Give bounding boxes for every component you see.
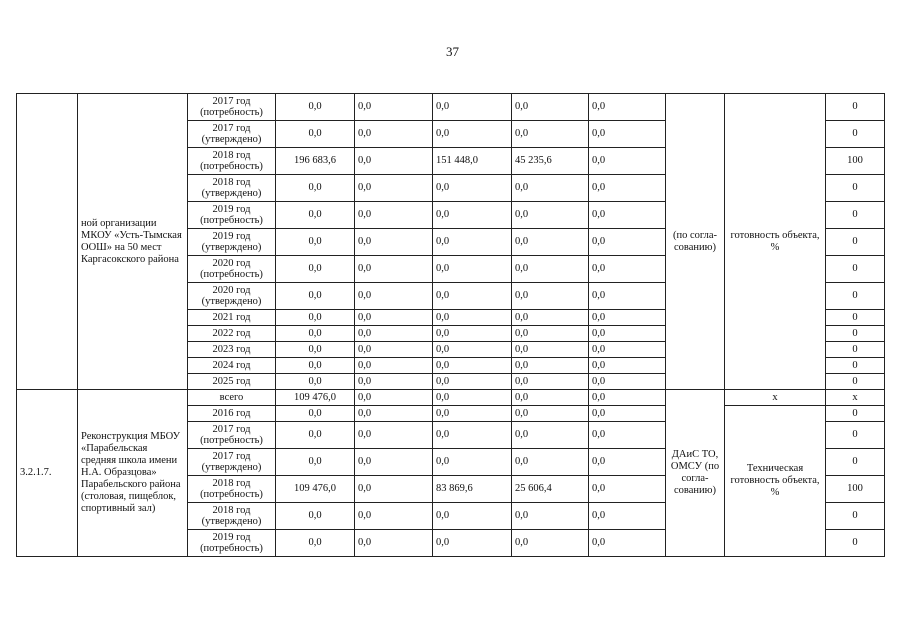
value-total: 0,0 (276, 449, 355, 476)
value-local: 0,0 (512, 503, 589, 530)
value-regional: 0,0 (433, 530, 512, 557)
period-cell: 2018 год (потребность) (188, 476, 276, 503)
table-row (17, 390, 885, 406)
value-federal: 0,0 (355, 202, 433, 229)
value-federal: 0,0 (355, 390, 433, 406)
indicator-value: 0 (826, 358, 885, 374)
indicator-value: 0 (826, 503, 885, 530)
value-regional: 83 869,6 (433, 476, 512, 503)
period-cell: всего (188, 390, 276, 406)
value-regional: 0,0 (433, 503, 512, 530)
period-cell: 2024 год (188, 358, 276, 374)
value-other: 0,0 (589, 175, 666, 202)
value-other: 0,0 (589, 310, 666, 326)
period-cell: 2017 год (утверждено) (188, 449, 276, 476)
value-total: 0,0 (276, 503, 355, 530)
value-federal: 0,0 (355, 148, 433, 175)
period-cell: 2021 год (188, 310, 276, 326)
value-other: 0,0 (589, 283, 666, 310)
value-total: 0,0 (276, 256, 355, 283)
value-federal: 0,0 (355, 503, 433, 530)
value-local: 0,0 (512, 229, 589, 256)
value-total: 0,0 (276, 422, 355, 449)
value-local: 0,0 (512, 175, 589, 202)
value-regional: 0,0 (433, 422, 512, 449)
value-regional: 0,0 (433, 326, 512, 342)
value-other: 0,0 (589, 121, 666, 148)
value-other: 0,0 (589, 503, 666, 530)
value-local: 0,0 (512, 94, 589, 121)
value-federal: 0,0 (355, 283, 433, 310)
value-federal: 0,0 (355, 530, 433, 557)
value-total: 0,0 (276, 374, 355, 390)
value-federal: 0,0 (355, 342, 433, 358)
page-number: 37 (446, 44, 459, 59)
value-other: 0,0 (589, 358, 666, 374)
value-regional: 0,0 (433, 449, 512, 476)
value-local: 0,0 (512, 390, 589, 406)
value-other: 0,0 (589, 422, 666, 449)
indicator-name: Техническая готовность объекта, % (725, 406, 826, 557)
indicator-value: 0 (826, 374, 885, 390)
indicator-value: 0 (826, 310, 885, 326)
value-total: 0,0 (276, 175, 355, 202)
value-local: 25 606,4 (512, 476, 589, 503)
value-local: 0,0 (512, 406, 589, 422)
indicator-value: 0 (826, 283, 885, 310)
value-federal: 0,0 (355, 310, 433, 326)
table-row (17, 94, 885, 121)
indicator-value: 0 (826, 94, 885, 121)
row-code: 3.2.1.7. (17, 390, 78, 557)
value-total: 0,0 (276, 530, 355, 557)
responsible-executor: ДАиС ТО, ОМСУ (по согла-сованию) (666, 390, 725, 557)
value-other: 0,0 (589, 449, 666, 476)
value-other: 0,0 (589, 390, 666, 406)
value-other: 0,0 (589, 530, 666, 557)
indicator-name: готовность объекта, % (725, 94, 826, 390)
value-regional: 0,0 (433, 342, 512, 358)
value-regional: 151 448,0 (433, 148, 512, 175)
value-federal: 0,0 (355, 326, 433, 342)
value-regional: 0,0 (433, 358, 512, 374)
period-cell: 2020 год (потребность) (188, 256, 276, 283)
indicator-value: 0 (826, 406, 885, 422)
section-parabel-school (17, 390, 885, 557)
value-regional: 0,0 (433, 390, 512, 406)
section-ust-tym-school (17, 94, 885, 390)
indicator-value: х (826, 390, 885, 406)
period-cell: 2018 год (утверждено) (188, 503, 276, 530)
value-local: 0,0 (512, 358, 589, 374)
value-other: 0,0 (589, 148, 666, 175)
indicator-total: х (725, 390, 826, 406)
period-cell: 2025 год (188, 374, 276, 390)
period-cell: 2023 год (188, 342, 276, 358)
period-cell: 2019 год (потребность) (188, 202, 276, 229)
value-total: 0,0 (276, 202, 355, 229)
value-other: 0,0 (589, 326, 666, 342)
period-cell: 2020 год (утверждено) (188, 283, 276, 310)
value-total: 109 476,0 (276, 476, 355, 503)
period-cell: 2022 год (188, 326, 276, 342)
value-other: 0,0 (589, 256, 666, 283)
period-cell: 2019 год (потребность) (188, 530, 276, 557)
value-local: 45 235,6 (512, 148, 589, 175)
value-federal: 0,0 (355, 406, 433, 422)
value-other: 0,0 (589, 406, 666, 422)
responsible-executor: (по согла-сованию) (666, 94, 725, 390)
measure-name: ной организации МКОУ «Усть-Тымская ООШ» на 50 мест Каргасокского района (78, 94, 188, 390)
value-local: 0,0 (512, 121, 589, 148)
program-table (16, 93, 885, 557)
row-code (17, 94, 78, 390)
value-regional: 0,0 (433, 310, 512, 326)
value-regional: 0,0 (433, 175, 512, 202)
value-federal: 0,0 (355, 374, 433, 390)
value-federal: 0,0 (355, 358, 433, 374)
value-federal: 0,0 (355, 256, 433, 283)
indicator-value: 0 (826, 530, 885, 557)
value-other: 0,0 (589, 342, 666, 358)
value-federal: 0,0 (355, 121, 433, 148)
value-federal: 0,0 (355, 94, 433, 121)
period-cell: 2018 год (потребность) (188, 148, 276, 175)
indicator-value: 0 (826, 175, 885, 202)
value-local: 0,0 (512, 374, 589, 390)
indicator-value: 100 (826, 476, 885, 503)
value-federal: 0,0 (355, 449, 433, 476)
indicator-value: 0 (826, 342, 885, 358)
value-local: 0,0 (512, 449, 589, 476)
value-total: 109 476,0 (276, 390, 355, 406)
indicator-value: 0 (826, 256, 885, 283)
value-regional: 0,0 (433, 406, 512, 422)
value-federal: 0,0 (355, 476, 433, 503)
value-total: 0,0 (276, 121, 355, 148)
indicator-value: 0 (826, 326, 885, 342)
value-total: 0,0 (276, 406, 355, 422)
value-other: 0,0 (589, 374, 666, 390)
indicator-value: 0 (826, 202, 885, 229)
indicator-value: 0 (826, 121, 885, 148)
value-regional: 0,0 (433, 229, 512, 256)
value-total: 0,0 (276, 358, 355, 374)
value-regional: 0,0 (433, 94, 512, 121)
value-other: 0,0 (589, 476, 666, 503)
period-cell: 2017 год (потребность) (188, 94, 276, 121)
value-local: 0,0 (512, 283, 589, 310)
period-cell: 2016 год (188, 406, 276, 422)
period-cell: 2017 год (потребность) (188, 422, 276, 449)
period-cell: 2017 год (утверждено) (188, 121, 276, 148)
value-local: 0,0 (512, 530, 589, 557)
value-other: 0,0 (589, 94, 666, 121)
value-local: 0,0 (512, 202, 589, 229)
indicator-value: 0 (826, 229, 885, 256)
value-local: 0,0 (512, 310, 589, 326)
indicator-value: 100 (826, 148, 885, 175)
value-total: 0,0 (276, 326, 355, 342)
value-local: 0,0 (512, 256, 589, 283)
value-federal: 0,0 (355, 422, 433, 449)
value-other: 0,0 (589, 229, 666, 256)
value-federal: 0,0 (355, 229, 433, 256)
value-regional: 0,0 (433, 202, 512, 229)
value-local: 0,0 (512, 342, 589, 358)
period-cell: 2018 год (утверждено) (188, 175, 276, 202)
value-regional: 0,0 (433, 374, 512, 390)
value-other: 0,0 (589, 202, 666, 229)
value-federal: 0,0 (355, 175, 433, 202)
period-cell: 2019 год (утверждено) (188, 229, 276, 256)
value-regional: 0,0 (433, 283, 512, 310)
measure-name: Реконструкция МБОУ «Парабельская средняя школа имени Н.А. Образцова» Парабельского района (столовая, пищеблок, спортивный зал) (78, 390, 188, 557)
value-total: 0,0 (276, 229, 355, 256)
value-total: 0,0 (276, 310, 355, 326)
value-total: 0,0 (276, 94, 355, 121)
indicator-value: 0 (826, 422, 885, 449)
indicator-value: 0 (826, 449, 885, 476)
value-local: 0,0 (512, 422, 589, 449)
value-local: 0,0 (512, 326, 589, 342)
value-total: 0,0 (276, 342, 355, 358)
value-total: 196 683,6 (276, 148, 355, 175)
value-total: 0,0 (276, 283, 355, 310)
value-regional: 0,0 (433, 256, 512, 283)
value-regional: 0,0 (433, 121, 512, 148)
